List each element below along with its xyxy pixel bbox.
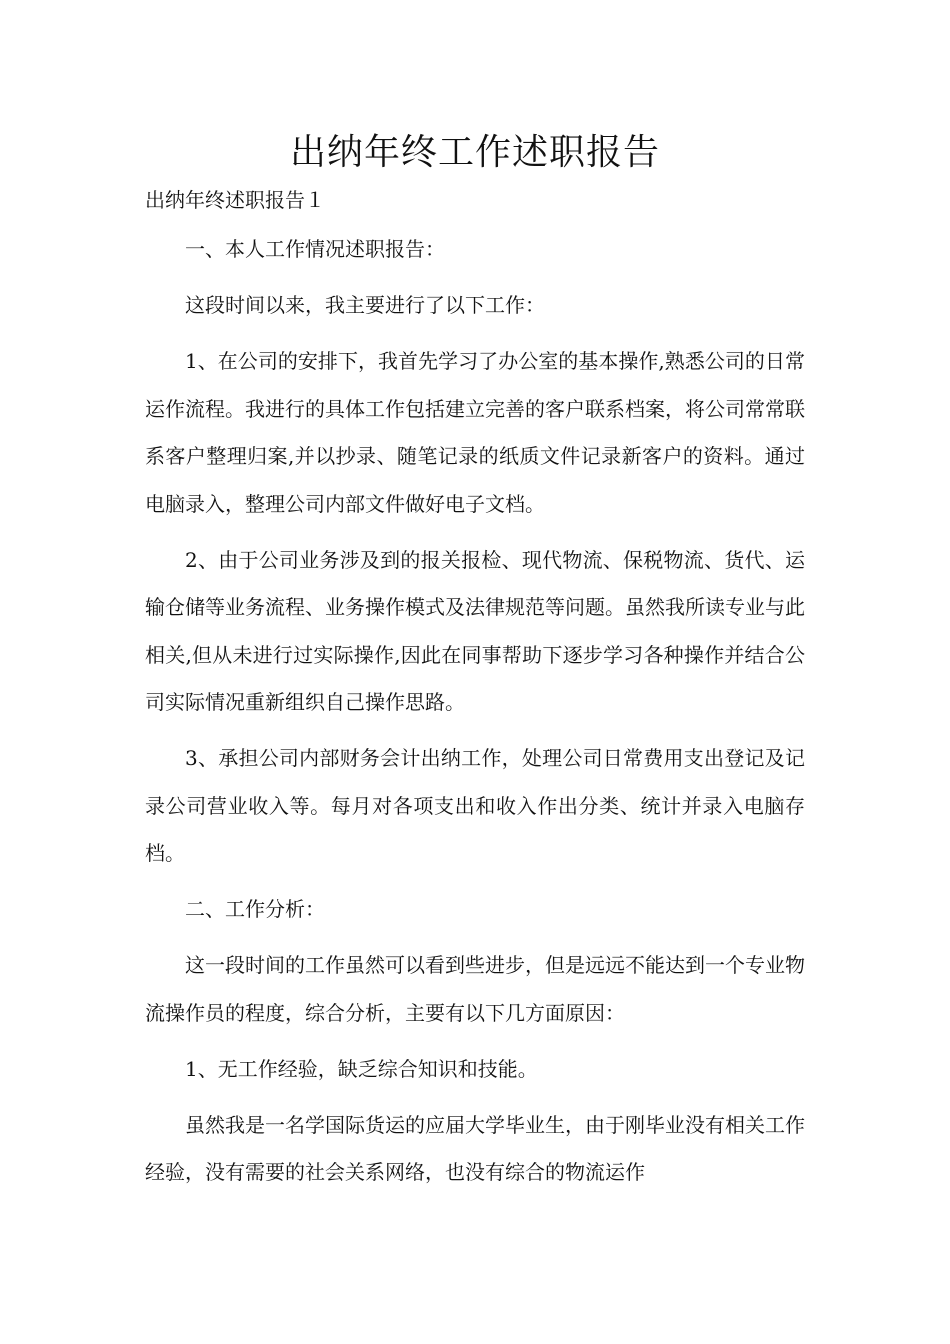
document-title: 出纳年终工作述职报告 bbox=[289, 132, 660, 173]
paragraph-item-1: 1、在公司的安排下，我首先学习了办公室的基本操作,熟悉公司的日常运作流程。我进行的具体工作包括建立完善的客户联系档案，将公司常常联系客户整理归案,并以抄录、随笔记录的纸质文件记录新客户的资料。通过电脑录入，整理公司内部文件做好电子文档。 bbox=[145, 349, 805, 516]
paragraph-reason-1-detail: 虽然我是一名学国际货运的应届大学毕业生，由于刚毕业没有相关工作经验，没有需要的社会关系网络，也没有综合的物流运作 bbox=[145, 1112, 805, 1184]
paragraph-intro: 这段时间以来，我主要进行了以下工作： bbox=[185, 293, 545, 317]
paragraph-item-2: 2、由于公司业务涉及到的报关报检、现代物流、保税物流、货代、运输仓储等业务流程、业务操作模式及法律规范等问题。虽然我所读专业与此相关,但从未进行过实际操作,因此在同事帮助下逐步学习各种操作并结合公司实际情况重新组织自己操作思路。 bbox=[145, 547, 805, 714]
section-heading-2: 二、工作分析： bbox=[185, 897, 325, 921]
document-body bbox=[145, 226, 805, 1205]
paragraph-item-3: 3、承担公司内部财务会计出纳工作，处理公司日常费用支出登记及记录公司营业收入等。每月对各项支出和收入作出分类、统计并录入电脑存档。 bbox=[145, 746, 805, 865]
document-subtitle: 出纳年终述职报告１ bbox=[145, 188, 325, 212]
section-heading-1: 一、本人工作情况述职报告： bbox=[185, 237, 445, 261]
paragraph-reason-1: 1、无工作经验，缺乏综合知识和技能。 bbox=[185, 1056, 538, 1081]
paragraph-analysis: 这一段时间的工作虽然可以看到些进步，但是远远不能达到一个专业物流操作员的程度，综合分析，主要有以下几方面原因： bbox=[145, 953, 805, 1025]
